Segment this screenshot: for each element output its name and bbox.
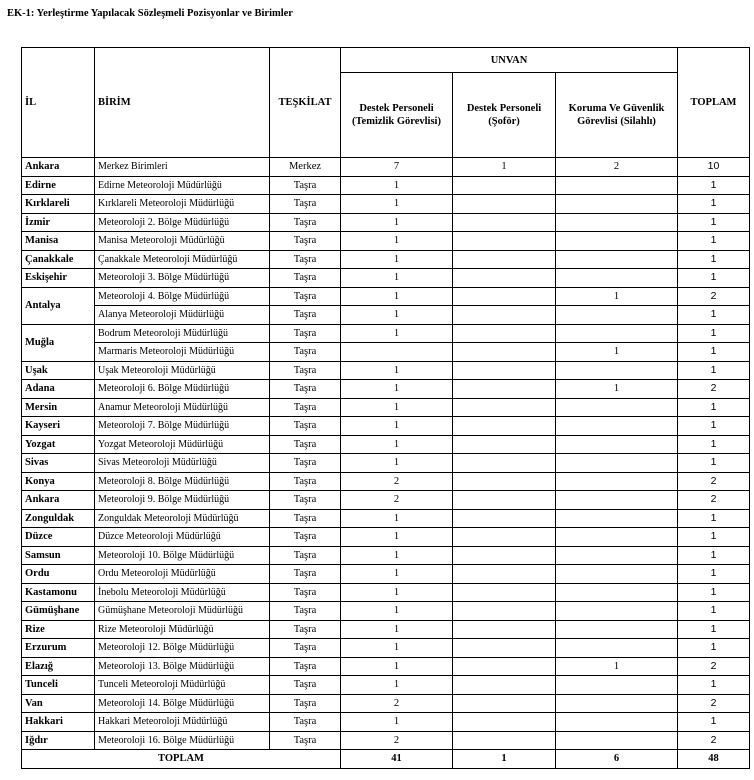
cell-toplam: 1: [678, 417, 750, 436]
cell-teskilat: Taşra: [270, 713, 341, 732]
cell-il: Düzce: [22, 528, 95, 547]
cell-il: Mersin: [22, 398, 95, 417]
cell-koruma: [556, 528, 678, 547]
cell-temizlik: 2: [341, 491, 453, 510]
cell-toplam: 1: [678, 213, 750, 232]
cell-koruma: [556, 176, 678, 195]
cell-temizlik: 1: [341, 324, 453, 343]
cell-koruma: [556, 398, 678, 417]
cell-temizlik: 1: [341, 380, 453, 399]
header-teskilat: TEŞKİLAT: [270, 48, 341, 158]
cell-birim: Meteoroloji 13. Bölge Müdürlüğü: [95, 657, 270, 676]
cell-toplam: 1: [678, 602, 750, 621]
cell-toplam: 1: [678, 398, 750, 417]
cell-toplam: 2: [678, 380, 750, 399]
cell-koruma: 1: [556, 657, 678, 676]
cell-temizlik: 1: [341, 269, 453, 288]
cell-il: Ankara: [22, 491, 95, 510]
cell-teskilat: Merkez: [270, 158, 341, 177]
header-row-top: [22, 48, 750, 73]
cell-teskilat: Taşra: [270, 565, 341, 584]
cell-temizlik: 1: [341, 435, 453, 454]
footer-sofor: 1: [453, 750, 556, 769]
cell-temizlik: 1: [341, 657, 453, 676]
cell-sofor: [453, 491, 556, 510]
cell-toplam: 1: [678, 195, 750, 214]
cell-temizlik: 1: [341, 713, 453, 732]
footer-temizlik: 41: [341, 750, 453, 769]
cell-toplam: 1: [678, 306, 750, 325]
cell-birim: Yozgat Meteoroloji Müdürlüğü: [95, 435, 270, 454]
cell-birim: Sivas Meteoroloji Müdürlüğü: [95, 454, 270, 473]
cell-sofor: [453, 639, 556, 658]
cell-sofor: [453, 232, 556, 251]
table-row: [22, 287, 750, 306]
cell-toplam: 1: [678, 583, 750, 602]
cell-il: Muğla: [22, 324, 95, 361]
cell-il: Antalya: [22, 287, 95, 324]
cell-toplam: 1: [678, 565, 750, 584]
cell-teskilat: Taşra: [270, 287, 341, 306]
cell-temizlik: 1: [341, 250, 453, 269]
cell-temizlik: 1: [341, 232, 453, 251]
cell-temizlik: 1: [341, 676, 453, 695]
cell-koruma: [556, 213, 678, 232]
cell-sofor: [453, 324, 556, 343]
cell-sofor: [453, 361, 556, 380]
cell-toplam: 1: [678, 639, 750, 658]
table-body: [22, 48, 750, 769]
cell-teskilat: Taşra: [270, 195, 341, 214]
table-row: [22, 509, 750, 528]
cell-birim: Anamur Meteoroloji Müdürlüğü: [95, 398, 270, 417]
cell-birim: Meteoroloji 10. Bölge Müdürlüğü: [95, 546, 270, 565]
cell-il: Yozgat: [22, 435, 95, 454]
cell-koruma: [556, 324, 678, 343]
cell-birim: Meteoroloji 6. Bölge Müdürlüğü: [95, 380, 270, 399]
cell-koruma: [556, 713, 678, 732]
cell-sofor: [453, 287, 556, 306]
cell-il: Manisa: [22, 232, 95, 251]
cell-sofor: [453, 602, 556, 621]
cell-koruma: 1: [556, 380, 678, 399]
header-destek-sofor: Destek Personeli (Şoför): [453, 73, 556, 158]
cell-temizlik: 7: [341, 158, 453, 177]
cell-koruma: 2: [556, 158, 678, 177]
cell-birim: Meteoroloji 8. Bölge Müdürlüğü: [95, 472, 270, 491]
cell-il: Uşak: [22, 361, 95, 380]
cell-toplam: 2: [678, 731, 750, 750]
cell-toplam: 1: [678, 676, 750, 695]
cell-toplam: 1: [678, 232, 750, 251]
cell-birim: Meteoroloji 2. Bölge Müdürlüğü: [95, 213, 270, 232]
cell-koruma: 1: [556, 287, 678, 306]
cell-birim: Meteoroloji 4. Bölge Müdürlüğü: [95, 287, 270, 306]
cell-sofor: [453, 528, 556, 547]
cell-koruma: [556, 602, 678, 621]
table-row: [22, 213, 750, 232]
cell-toplam: 1: [678, 435, 750, 454]
header-unvan: UNVAN: [341, 48, 678, 73]
cell-il: Çanakkale: [22, 250, 95, 269]
cell-teskilat: Taşra: [270, 269, 341, 288]
cell-birim: Meteoroloji 16. Bölge Müdürlüğü: [95, 731, 270, 750]
cell-koruma: [556, 565, 678, 584]
cell-birim: İnebolu Meteoroloji Müdürlüğü: [95, 583, 270, 602]
cell-temizlik: 1: [341, 176, 453, 195]
header-il: İL: [22, 48, 95, 158]
cell-temizlik: 2: [341, 472, 453, 491]
cell-toplam: 2: [678, 694, 750, 713]
cell-teskilat: Taşra: [270, 232, 341, 251]
table-row: [22, 620, 750, 639]
table-row: [22, 361, 750, 380]
cell-sofor: [453, 713, 556, 732]
table-row: [22, 583, 750, 602]
cell-teskilat: Taşra: [270, 343, 341, 362]
cell-birim: Marmaris Meteoroloji Müdürlüğü: [95, 343, 270, 362]
cell-sofor: [453, 472, 556, 491]
table-row: [22, 435, 750, 454]
header-koruma: Koruma Ve Güvenlik Görevlisi (Silahlı): [556, 73, 678, 158]
table-row: [22, 528, 750, 547]
cell-il: Iğdır: [22, 731, 95, 750]
cell-temizlik: 1: [341, 213, 453, 232]
table-row: [22, 324, 750, 343]
footer-toplam: 48: [678, 750, 750, 769]
cell-teskilat: Taşra: [270, 528, 341, 547]
cell-temizlik: 1: [341, 398, 453, 417]
table-row: [22, 731, 750, 750]
cell-il: Konya: [22, 472, 95, 491]
cell-koruma: [556, 417, 678, 436]
table-row: [22, 232, 750, 251]
cell-koruma: [556, 509, 678, 528]
cell-toplam: 1: [678, 713, 750, 732]
table-row: [22, 195, 750, 214]
cell-sofor: [453, 676, 556, 695]
header-destek-temizlik: Destek Personeli (Temizlik Görevlisi): [341, 73, 453, 158]
cell-temizlik: 1: [341, 546, 453, 565]
table-row: [22, 694, 750, 713]
cell-temizlik: 2: [341, 694, 453, 713]
table-row: [22, 546, 750, 565]
cell-il: Kayseri: [22, 417, 95, 436]
cell-birim: Gümüşhane Meteoroloji Müdürlüğü: [95, 602, 270, 621]
cell-sofor: [453, 343, 556, 362]
cell-birim: Meteoroloji 14. Bölge Müdürlüğü: [95, 694, 270, 713]
table-row: [22, 565, 750, 584]
cell-teskilat: Taşra: [270, 361, 341, 380]
cell-temizlik: 1: [341, 528, 453, 547]
cell-toplam: 1: [678, 361, 750, 380]
cell-sofor: [453, 417, 556, 436]
cell-il: Adana: [22, 380, 95, 399]
cell-birim: Uşak Meteoroloji Müdürlüğü: [95, 361, 270, 380]
table-row: [22, 454, 750, 473]
cell-il: Samsun: [22, 546, 95, 565]
cell-toplam: 1: [678, 509, 750, 528]
cell-koruma: [556, 269, 678, 288]
cell-teskilat: Taşra: [270, 639, 341, 658]
cell-teskilat: Taşra: [270, 731, 341, 750]
document-title: EK-1: Yerleştirme Yapılacak Sözleşmeli Pozisyonlar ve Birimler: [7, 8, 293, 19]
cell-il: İzmir: [22, 213, 95, 232]
positions-table: [21, 47, 750, 769]
table-row: [22, 250, 750, 269]
cell-toplam: 1: [678, 528, 750, 547]
cell-sofor: [453, 694, 556, 713]
cell-sofor: [453, 454, 556, 473]
cell-sofor: [453, 620, 556, 639]
cell-birim: Meteoroloji 3. Bölge Müdürlüğü: [95, 269, 270, 288]
cell-toplam: 1: [678, 343, 750, 362]
cell-il: Tunceli: [22, 676, 95, 695]
cell-teskilat: Taşra: [270, 620, 341, 639]
cell-teskilat: Taşra: [270, 417, 341, 436]
cell-birim: Meteoroloji 12. Bölge Müdürlüğü: [95, 639, 270, 658]
footer-label: TOPLAM: [22, 750, 341, 769]
footer-koruma: 6: [556, 750, 678, 769]
cell-il: Kırklareli: [22, 195, 95, 214]
table-row: [22, 602, 750, 621]
cell-sofor: 1: [453, 158, 556, 177]
cell-temizlik: 1: [341, 620, 453, 639]
cell-il: Ordu: [22, 565, 95, 584]
cell-koruma: [556, 195, 678, 214]
cell-sofor: [453, 250, 556, 269]
cell-il: Elazığ: [22, 657, 95, 676]
cell-teskilat: Taşra: [270, 324, 341, 343]
table-row: [22, 176, 750, 195]
cell-temizlik: 1: [341, 454, 453, 473]
table-row: [22, 417, 750, 436]
cell-temizlik: 1: [341, 583, 453, 602]
table-row: [22, 380, 750, 399]
cell-teskilat: Taşra: [270, 435, 341, 454]
cell-sofor: [453, 269, 556, 288]
cell-teskilat: Taşra: [270, 583, 341, 602]
cell-toplam: 1: [678, 269, 750, 288]
table-row: [22, 639, 750, 658]
cell-il: Edirne: [22, 176, 95, 195]
cell-temizlik: 1: [341, 602, 453, 621]
cell-birim: Ordu Meteoroloji Müdürlüğü: [95, 565, 270, 584]
cell-il: Hakkari: [22, 713, 95, 732]
cell-temizlik: 1: [341, 565, 453, 584]
cell-temizlik: 1: [341, 417, 453, 436]
cell-sofor: [453, 398, 556, 417]
cell-teskilat: Taşra: [270, 472, 341, 491]
cell-birim: Kırklareli Meteoroloji Müdürlüğü: [95, 195, 270, 214]
cell-teskilat: Taşra: [270, 657, 341, 676]
cell-sofor: [453, 546, 556, 565]
cell-birim: Meteoroloji 7. Bölge Müdürlüğü: [95, 417, 270, 436]
cell-temizlik: 1: [341, 195, 453, 214]
cell-teskilat: Taşra: [270, 546, 341, 565]
cell-temizlik: [341, 343, 453, 362]
cell-birim: Meteoroloji 9. Bölge Müdürlüğü: [95, 491, 270, 510]
cell-teskilat: Taşra: [270, 602, 341, 621]
cell-teskilat: Taşra: [270, 694, 341, 713]
cell-koruma: [556, 639, 678, 658]
cell-koruma: [556, 491, 678, 510]
cell-birim: Manisa Meteoroloji Müdürlüğü: [95, 232, 270, 251]
cell-teskilat: Taşra: [270, 213, 341, 232]
footer-row: [22, 750, 750, 769]
cell-koruma: [556, 620, 678, 639]
header-birim: BİRİM: [95, 48, 270, 158]
cell-toplam: 2: [678, 287, 750, 306]
cell-sofor: [453, 380, 556, 399]
cell-birim: Hakkari Meteoroloji Müdürlüğü: [95, 713, 270, 732]
cell-sofor: [453, 657, 556, 676]
cell-toplam: 1: [678, 546, 750, 565]
cell-birim: Düzce Meteoroloji Müdürlüğü: [95, 528, 270, 547]
cell-sofor: [453, 195, 556, 214]
cell-koruma: [556, 472, 678, 491]
cell-birim: Çanakkale Meteoroloji Müdürlüğü: [95, 250, 270, 269]
cell-il: Gümüşhane: [22, 602, 95, 621]
cell-koruma: [556, 731, 678, 750]
cell-koruma: 1: [556, 343, 678, 362]
cell-koruma: [556, 676, 678, 695]
table-row: [22, 472, 750, 491]
cell-sofor: [453, 435, 556, 454]
table-row: [22, 676, 750, 695]
cell-il: Eskişehir: [22, 269, 95, 288]
cell-toplam: 1: [678, 454, 750, 473]
cell-koruma: [556, 583, 678, 602]
cell-toplam: 10: [678, 158, 750, 177]
cell-sofor: [453, 509, 556, 528]
cell-temizlik: 1: [341, 509, 453, 528]
cell-sofor: [453, 731, 556, 750]
cell-sofor: [453, 213, 556, 232]
cell-il: Erzurum: [22, 639, 95, 658]
cell-il: Van: [22, 694, 95, 713]
cell-il: Kastamonu: [22, 583, 95, 602]
cell-birim: Merkez Birimleri: [95, 158, 270, 177]
cell-il: Zonguldak: [22, 509, 95, 528]
cell-toplam: 1: [678, 250, 750, 269]
cell-temizlik: 1: [341, 306, 453, 325]
cell-il: Rize: [22, 620, 95, 639]
cell-birim: Alanya Meteoroloji Müdürlüğü: [95, 306, 270, 325]
cell-teskilat: Taşra: [270, 176, 341, 195]
cell-koruma: [556, 306, 678, 325]
cell-sofor: [453, 565, 556, 584]
table-row: [22, 158, 750, 177]
table-row: [22, 306, 750, 325]
cell-toplam: 2: [678, 472, 750, 491]
cell-temizlik: 1: [341, 639, 453, 658]
cell-sofor: [453, 306, 556, 325]
cell-teskilat: Taşra: [270, 454, 341, 473]
cell-teskilat: Taşra: [270, 250, 341, 269]
cell-koruma: [556, 435, 678, 454]
cell-temizlik: 1: [341, 287, 453, 306]
cell-birim: Rize Meteoroloji Müdürlüğü: [95, 620, 270, 639]
cell-teskilat: Taşra: [270, 306, 341, 325]
cell-koruma: [556, 361, 678, 380]
cell-temizlik: 1: [341, 361, 453, 380]
cell-koruma: [556, 694, 678, 713]
cell-toplam: 1: [678, 176, 750, 195]
cell-koruma: [556, 232, 678, 251]
table-row: [22, 398, 750, 417]
cell-teskilat: Taşra: [270, 398, 341, 417]
table-row: [22, 657, 750, 676]
table-row: [22, 491, 750, 510]
cell-sofor: [453, 583, 556, 602]
table-row: [22, 343, 750, 362]
cell-birim: Zonguldak Meteoroloji Müdürlüğü: [95, 509, 270, 528]
cell-teskilat: Taşra: [270, 491, 341, 510]
cell-toplam: 1: [678, 324, 750, 343]
cell-birim: Tunceli Meteoroloji Müdürlüğü: [95, 676, 270, 695]
cell-koruma: [556, 454, 678, 473]
cell-birim: Edirne Meteoroloji Müdürlüğü: [95, 176, 270, 195]
cell-teskilat: Taşra: [270, 509, 341, 528]
cell-temizlik: 2: [341, 731, 453, 750]
cell-koruma: [556, 250, 678, 269]
cell-sofor: [453, 176, 556, 195]
table-row: [22, 269, 750, 288]
cell-toplam: 2: [678, 491, 750, 510]
cell-toplam: 1: [678, 620, 750, 639]
cell-koruma: [556, 546, 678, 565]
table-row: [22, 713, 750, 732]
cell-il: Ankara: [22, 158, 95, 177]
cell-il: Sivas: [22, 454, 95, 473]
header-toplam: TOPLAM: [678, 48, 750, 158]
cell-teskilat: Taşra: [270, 380, 341, 399]
cell-teskilat: Taşra: [270, 676, 341, 695]
cell-toplam: 2: [678, 657, 750, 676]
cell-birim: Bodrum Meteoroloji Müdürlüğü: [95, 324, 270, 343]
